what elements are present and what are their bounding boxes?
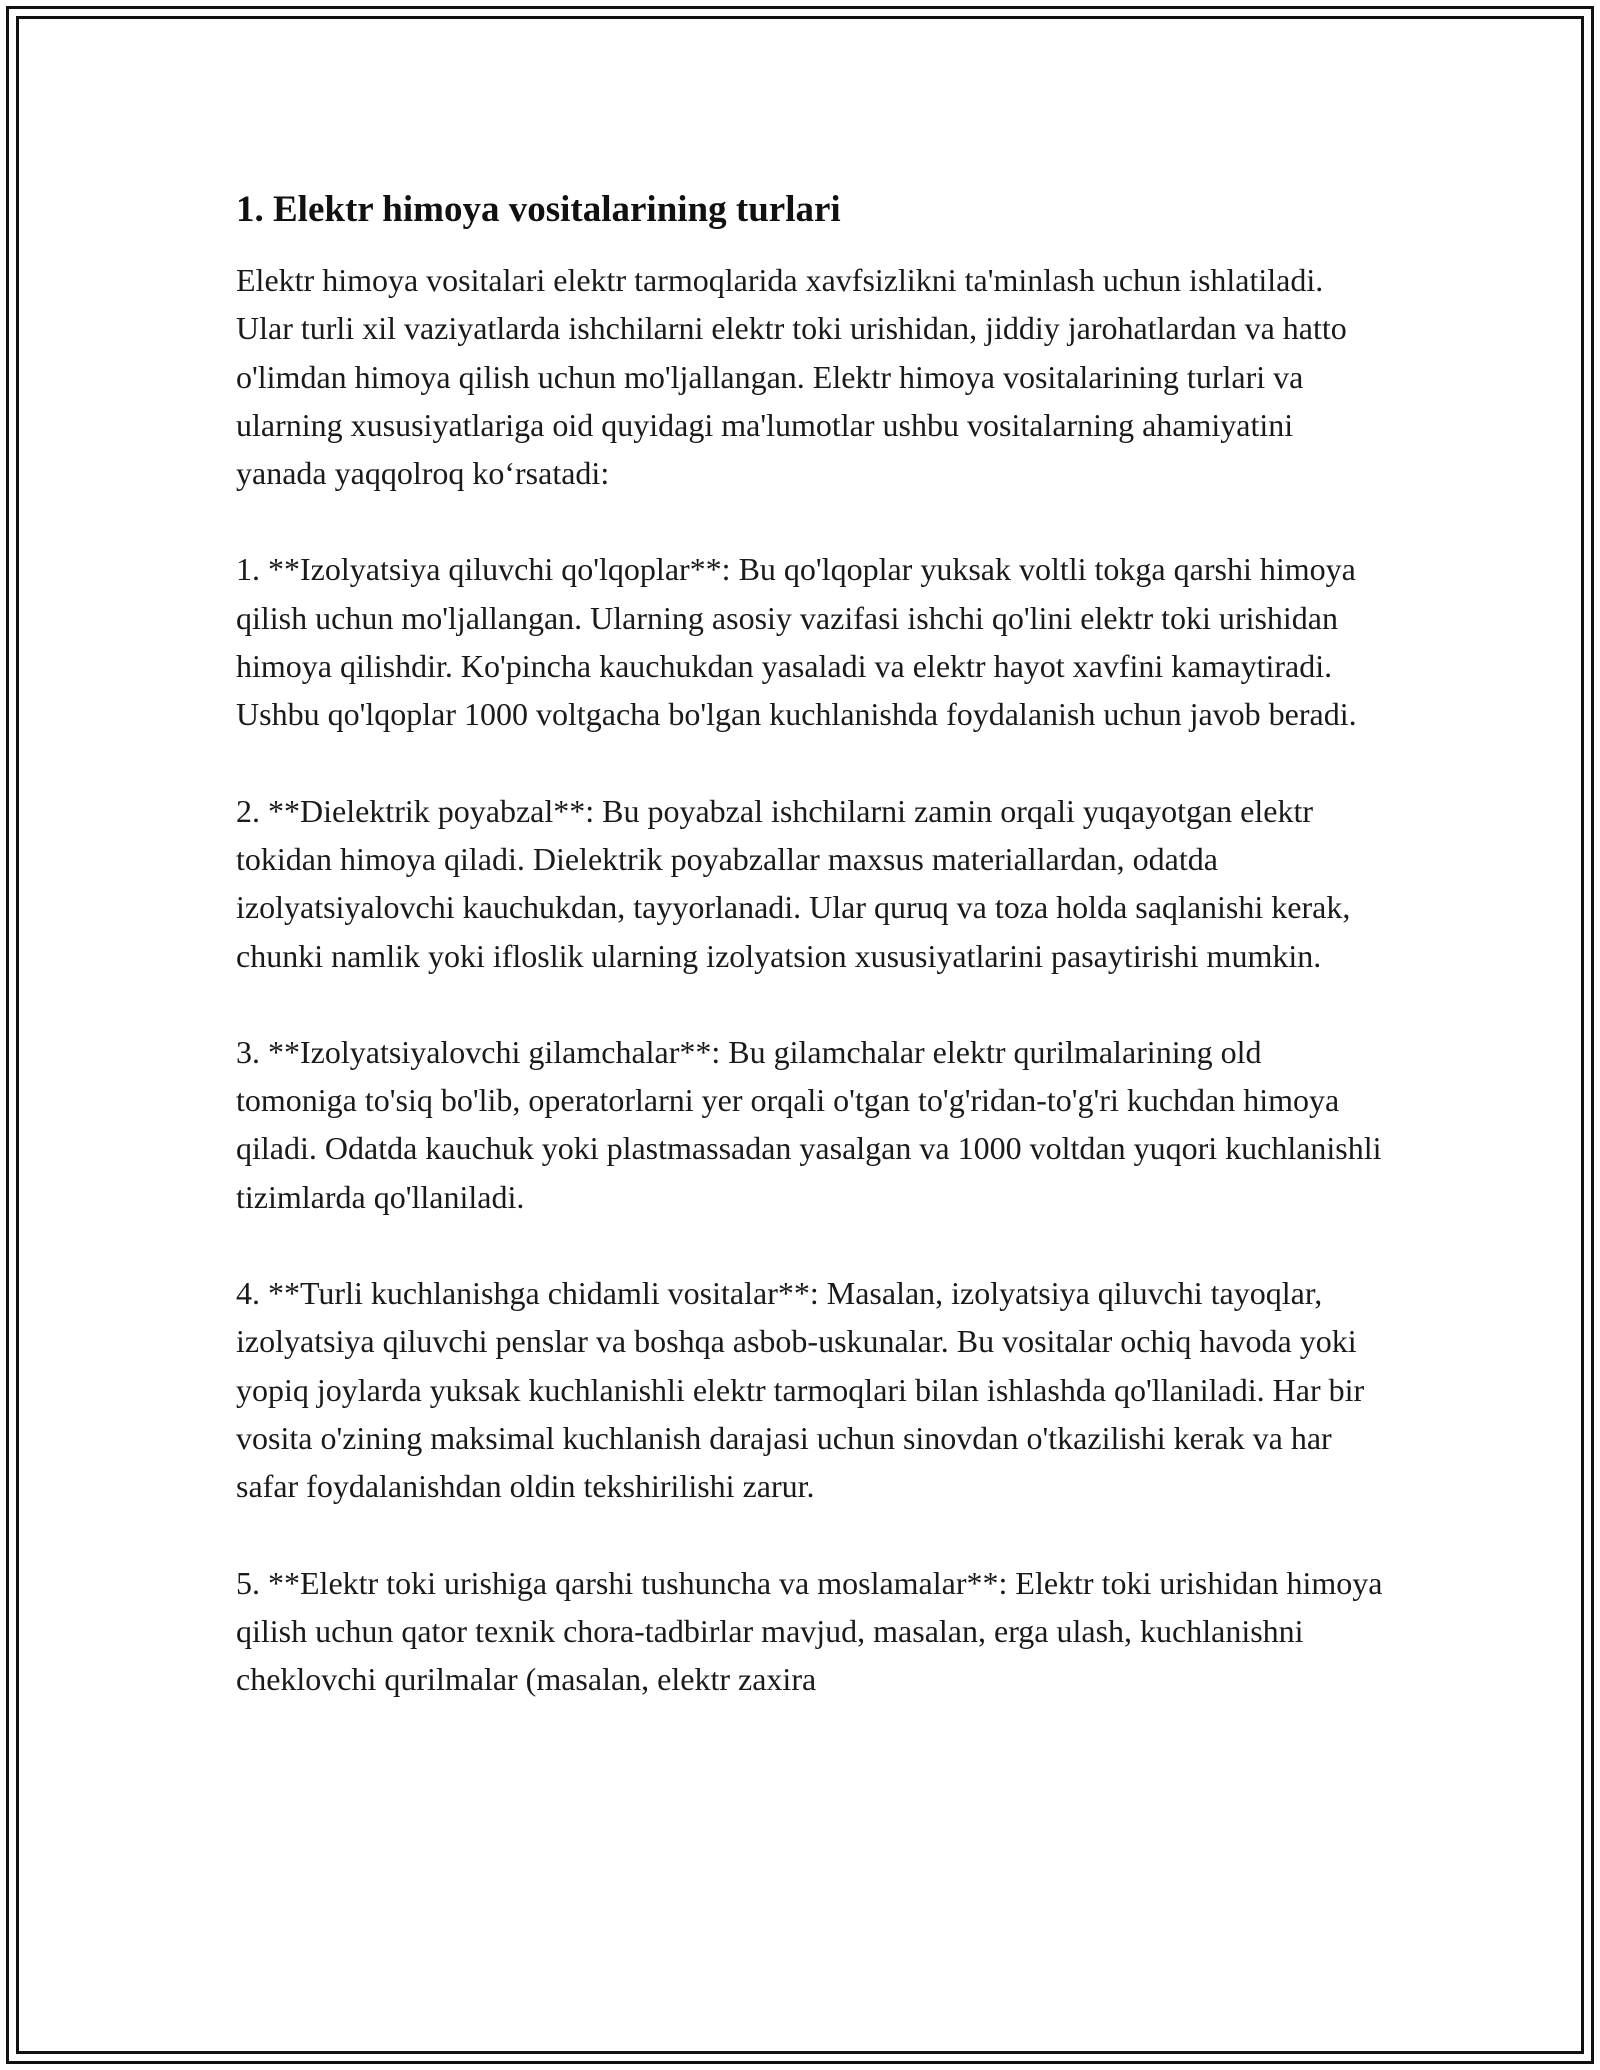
item-4-paragraph: 4. **Turli kuchlanishga chidamli vositalar**: Masalan, izolyatsiya qiluvchi tayoqlar, izolyatsiya qiluvchi penslar va boshqa asbob-uskunalar. Bu vositalar ochiq havoda yoki yopiq joylarda yuksak kuchlanishli elektr tarmoqlari bilan ishlashda qo'llaniladi. Har bir vosita o'zining maksimal kuchlanish darajasi uchun sinovdan o'tkazilishi kerak va har safar foydalanishdan oldin tekshirilishi zarur. (236, 1275, 1365, 1505)
document-body (236, 186, 1386, 1751)
item-3-paragraph: 3. **Izolyatsiyalovchi gilamchalar**: Bu gilamchalar elektr qurilmalarining old tomoniga to'siq bo'lib, operatorlarni yer orqali o'tgan to'g'ridan-to'g'ri kuchdan himoya qiladi. Odatda kauchuk yoki plastmassadan yasalgan va 1000 voltdan yuqori kuchlanishli tizimlarda qo'llaniladi. (236, 1033, 1382, 1215)
intro-paragraph: Elektr himoya vositalari elektr tarmoqlarida xavfsizlikni ta'minlash uchun ishlatiladi. Ular turli xil vaziyatlarda ishchilarni elektr toki urishidan, jiddiy jarohatlardan va hatto o'limdan himoya qilish uchun mo'ljallangan. Elektr himoya vositalarining turlari va ularning xususiyatlariga oid quyidagi ma'lumotlar ushbu vositalarning ahamiyatini yanada yaqqolroq ko‘rsatadi: (236, 262, 1347, 492)
item-5-paragraph: 5. **Elektr toki urishiga qarshi tushuncha va moslamalar**: Elektr toki urishidan himoya qilish uchun qator texnik chora-tadbirlar mavjud, masalan, erga ulash, kuchlanishni cheklovchi qurilmalar (masalan, elektr zaxira (236, 1564, 1383, 1698)
item-1-paragraph: 1. **Izolyatsiya qiluvchi qo'lqoplar**: Bu qo'lqoplar yuksak voltli tokga qarshi himoya qilish uchun mo'ljallangan. Ularning asosiy vazifasi ishchi qo'lini elektr toki urishidan himoya qilishdir. Ko'pincha kauchukdan yasaladi va elektr hayot xavfini kamaytiradi. Ushbu qo'lqoplar 1000 voltgacha bo'lgan kuchlanishda foydalanish uchun javob beradi. (236, 551, 1357, 733)
document-title: 1. Elektr himoya vositalarining turlari (236, 189, 841, 230)
item-2-paragraph: 2. **Dielektrik poyabzal**: Bu poyabzal ishchilarni zamin orqali yuqayotgan elektr tokidan himoya qiladi. Dielektrik poyabzallar maxsus materiallardan, odatda izolyatsiyalovchi kauchukdan, tayyorlanadi. Ular quruq va toza holda saqlanishi kerak, chunki namlik yoki ifloslik ularning izolyatsion xususiyatlarini pasaytirishi mumkin. (236, 792, 1351, 974)
